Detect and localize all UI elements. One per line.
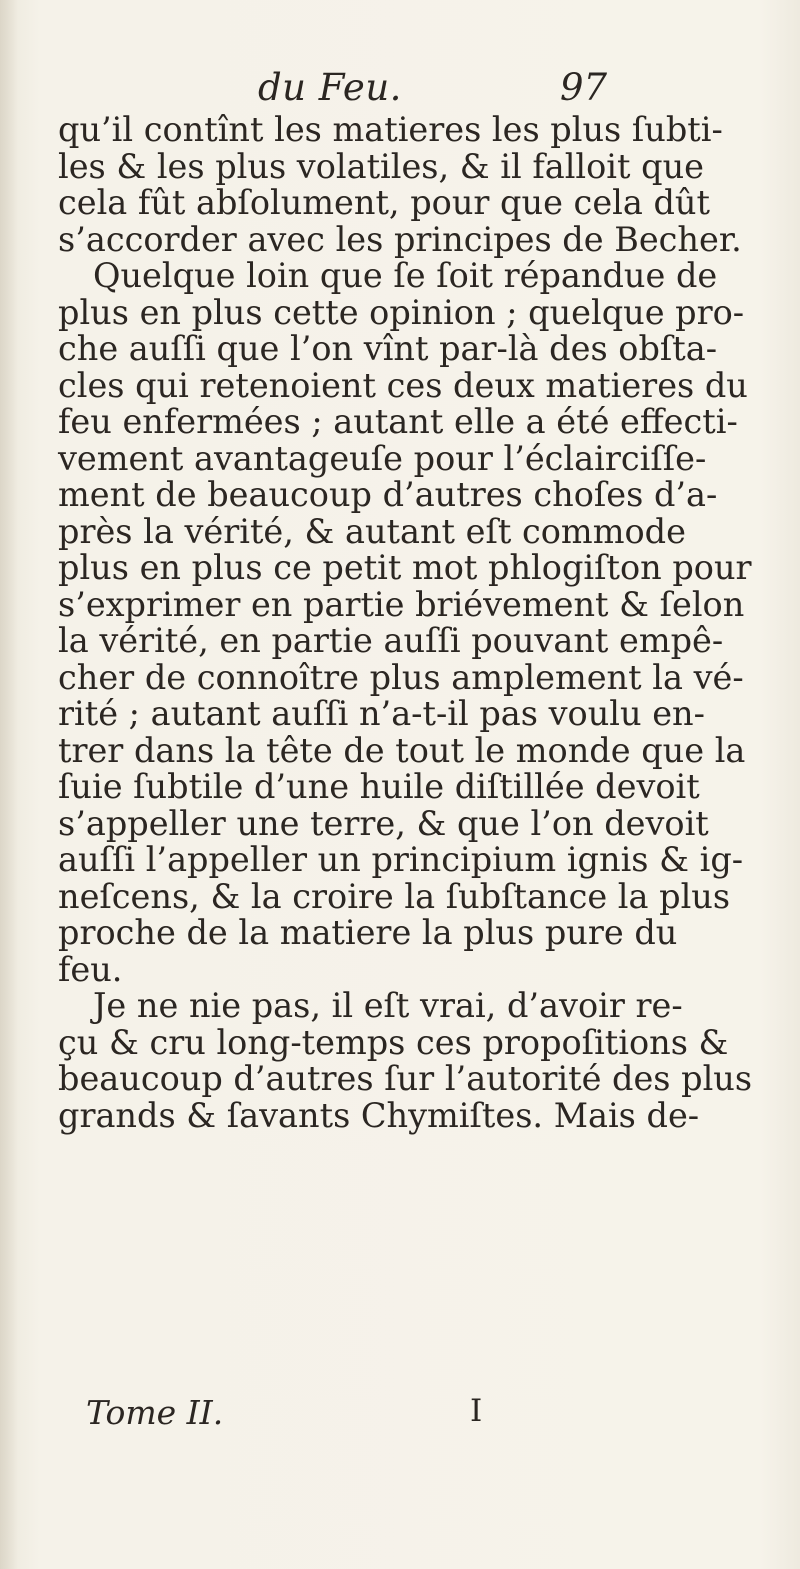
text-line: trer dans la tête de tout le monde que la — [58, 730, 746, 770]
text-line: rité ; autant auſſi n’a-t-il pas voulu en- — [58, 694, 705, 733]
text-line: che auſſi que l’on vînt par-là des obſta- — [58, 329, 718, 368]
text-line: grands & ſavants Chymiſtes. Mais de- — [58, 1095, 700, 1135]
text-line: feu enfermées ; autant elle a été effecti- — [58, 402, 738, 441]
text-line: la vérité, en partie auſſi pouvant empê- — [58, 621, 724, 660]
text-line: qu’il contînt les matieres les plus ſubti- — [58, 110, 723, 149]
text-line: cela fût abſolument, pour que cela dût — [58, 183, 710, 222]
text-line: neſcens, & la croire la ſubſtance la plus — [58, 876, 731, 916]
text-line: feu. — [58, 949, 123, 989]
text-line: auſſi l’appeller un principium ignis & ig- — [58, 840, 744, 879]
page-number: 97 — [560, 66, 608, 109]
text-line: plus en plus cette opinion ; quelque pro- — [58, 292, 745, 332]
body-text — [58, 112, 788, 1134]
text-line: s’appeller une terre, & que l’on devoit — [58, 803, 709, 843]
text-line: Quelque loin que ſe ſoit répandue de — [93, 256, 718, 295]
text-line: ſuie ſubtile d’une huile diſtillée devoit — [58, 767, 700, 806]
page-footer — [0, 1393, 800, 1433]
text-line: s’accorder avec les principes de Becher. — [58, 219, 742, 259]
text-line: Je ne nie pas, il eſt vrai, d’avoir re- — [93, 986, 683, 1025]
text-line: ment de beaucoup d’autres choſes d’a- — [58, 475, 718, 514]
page-header — [0, 66, 800, 116]
volume-signature: Tome II. — [86, 1393, 224, 1432]
text-line: çu & cru long-temps ces propoſitions & — [58, 1022, 729, 1062]
text-line: les & les plus volatiles, & il falloit que — [58, 146, 704, 186]
text-line: plus en plus ce petit mot phlogiſton pour — [58, 548, 752, 587]
text-line: vement avantageuſe pour l’éclairciſſe- — [58, 438, 707, 478]
running-title: du Feu. — [258, 66, 402, 109]
text-line: cles qui retenoient ces deux matieres du — [58, 365, 748, 405]
text-line: proche de la matiere la plus pure du — [58, 913, 678, 952]
text-line: cher de connoître plus amplement la vé- — [58, 657, 744, 697]
signature-mark: I — [470, 1393, 483, 1429]
text-line: près la vérité, & autant eſt commode — [58, 511, 686, 551]
text-line: s’exprimer en partie briévement & ſelon — [58, 584, 745, 624]
page-edge-shadow — [0, 0, 18, 1569]
text-line: beaucoup d’autres ſur l’autorité des plus — [58, 1059, 753, 1098]
